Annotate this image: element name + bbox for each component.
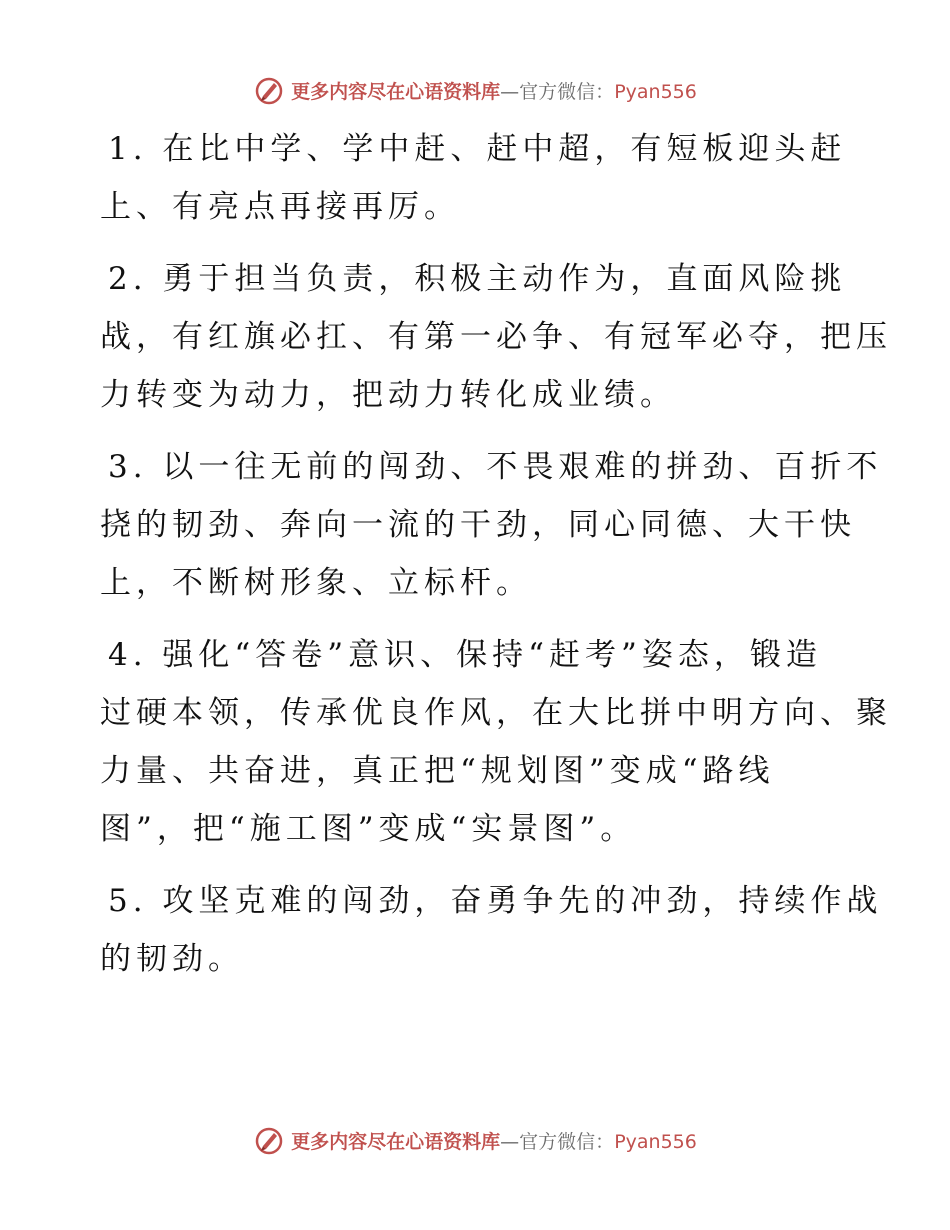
paragraph-1 <box>100 120 860 236</box>
footer-watermark <box>0 1120 950 1160</box>
paragraph-line: 战，有红旗必扛、有第一必争、有冠军必夺，把压 <box>100 319 892 355</box>
paragraph-line: 2. 勇于担当负责，积极主动作为，直面风险挑 <box>108 261 847 297</box>
paragraph-4 <box>100 626 892 858</box>
paragraph-2 <box>100 250 892 424</box>
watermark-official-label: 官方微信： <box>519 1130 615 1153</box>
document-body <box>100 120 892 1002</box>
paragraph-line: 力转变为动力，把动力转化成业绩。 <box>100 377 676 413</box>
watermark-official-label: 官方微信： <box>519 80 615 103</box>
watermark-dash: — <box>500 1130 520 1153</box>
paragraph-line: 力量、共奋进，真正把“规划图”变成“路线 <box>100 753 775 789</box>
paragraph-line: 上，不断树形象、立标杆。 <box>100 565 532 601</box>
paragraph-line: 挠的韧劲、奔向一流的干劲，同心同德、大干快 <box>100 507 856 543</box>
paragraph-line: 4. 强化“答卷”意识、保持“赶考”姿态，锻造 <box>108 637 822 673</box>
pen-logo-icon <box>253 74 285 106</box>
pen-logo-icon <box>253 1124 285 1156</box>
paragraph-line: 5. 攻坚克难的闯劲，奋勇争先的冲劲，持续作战 <box>108 883 883 919</box>
watermark-wechat-id: Pyan556 <box>614 1130 697 1153</box>
paragraph-line: 图”，把“施工图”变成“实景图”。 <box>100 811 637 847</box>
watermark-text <box>291 1127 697 1154</box>
watermark-text <box>291 77 697 104</box>
header-watermark <box>0 70 950 110</box>
watermark-site-label: 更多内容尽在心语资料库 <box>291 1130 501 1153</box>
watermark-dash: — <box>500 80 520 103</box>
paragraph-line: 的韧劲。 <box>100 941 244 977</box>
paragraph-5 <box>100 872 883 988</box>
paragraph-line: 上、有亮点再接再厉。 <box>100 189 460 225</box>
paragraph-line: 1. 在比中学、学中赶、赶中超，有短板迎头赶 <box>108 131 847 167</box>
paragraph-line: 3. 以一往无前的闯劲、不畏艰难的拼劲、百折不 <box>108 449 883 485</box>
paragraph-3 <box>100 438 883 612</box>
watermark-site-label: 更多内容尽在心语资料库 <box>291 80 501 103</box>
watermark-wechat-id: Pyan556 <box>614 80 697 103</box>
paragraph-line: 过硬本领，传承优良作风，在大比拼中明方向、聚 <box>100 695 892 731</box>
